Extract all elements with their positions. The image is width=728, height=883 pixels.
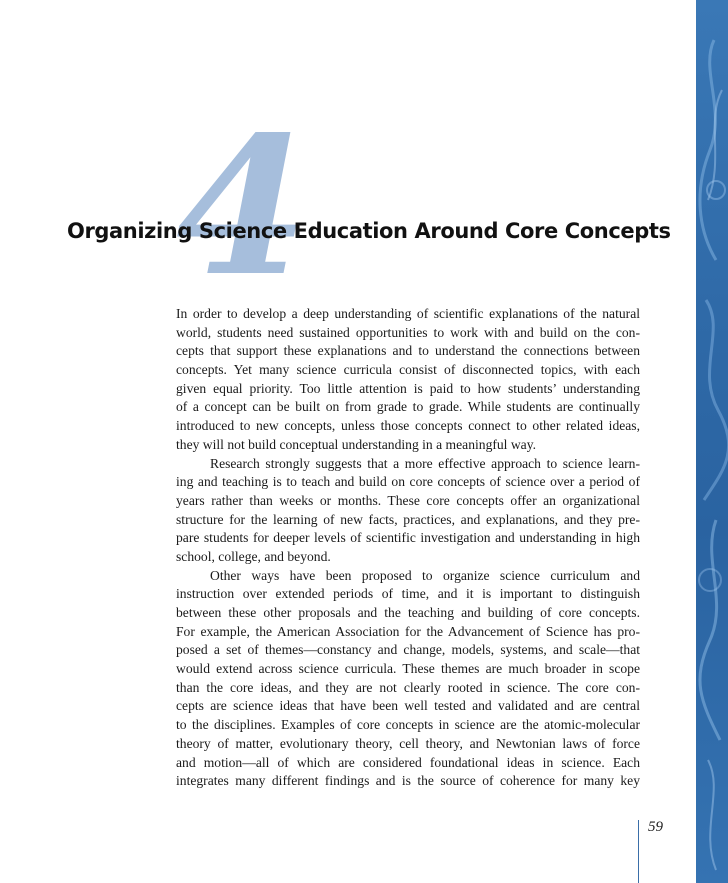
body-text [176,305,640,791]
body-line: and motion—all of which are considered foundational ideas in science. Each [176,754,640,770]
body-line: to the disciplines. Examples of core concepts in science are the atomic-molecular [176,717,640,733]
body-line: between these other proposals and the teaching and building of core concepts. [176,605,640,620]
chapter-title: Organizing Science Education Around Core Concepts [67,219,671,243]
footer-rule [638,820,639,883]
body-line: years rather than weeks or months. These core concepts offer an organizational [176,492,640,508]
body-line: concepts. Yet many science curricula consist of disconnected topics, with each [176,362,640,378]
swirl-decoration-icon [696,0,728,883]
body-line: world, students need sustained opportunities to work with and build on the con- [176,324,640,340]
body-line: theory of matter, evolutionary theory, cell theory, and Newtonian laws of force [176,735,640,751]
body-line: instruction over extended periods of time, and it is important to distinguish [176,586,640,602]
body-line: Research strongly suggests that a more effective approach to science learn- [210,455,640,471]
body-line: integrates many different findings and is the source of coherence for many key [176,773,640,789]
body-line: would extend across science curricula. These themes are much broader in scope [176,661,640,677]
body-line: Other ways have been proposed to organize science curriculum and [210,567,640,583]
body-line: they will not build conceptual understanding in a meaningful way. [176,436,537,452]
body-line: posed a set of themes—constancy and change, models, systems, and scale—that [176,642,640,658]
body-line: cepts that support these explanations and to understand the connections between [176,343,640,359]
chapter-number: 4 [176,95,305,318]
body-line: pare students for deeper levels of scientific investigation and understanding in high [176,530,640,546]
body-line: ing and teaching is to teach and build on core concepts of science over a period of [176,474,640,490]
body-line: In order to develop a deep understanding of scientific explanations of the natural [176,306,640,321]
body-line: For example, the American Association for the Advancement of Science has pro- [176,623,640,639]
decorative-side-band [696,0,728,883]
body-line: cepts are science ideas that have been well tested and validated and are central [176,698,640,714]
body-line: school, college, and beyond. [176,548,331,564]
body-line: of a concept can be built on from grade to grade. While students are continually [176,399,640,415]
body-line: structure for the learning of new facts, practices, and explanations, and they pre- [176,511,640,527]
body-line: introduced to new concepts, unless those concepts connect to other related ideas, [176,418,640,434]
body-line: given equal priority. Too little attention is paid to how students’ understanding [176,380,640,396]
page-number: 59 [648,819,663,835]
body-line: than the core ideas, and they are not clearly rooted in science. The core con- [176,679,640,695]
